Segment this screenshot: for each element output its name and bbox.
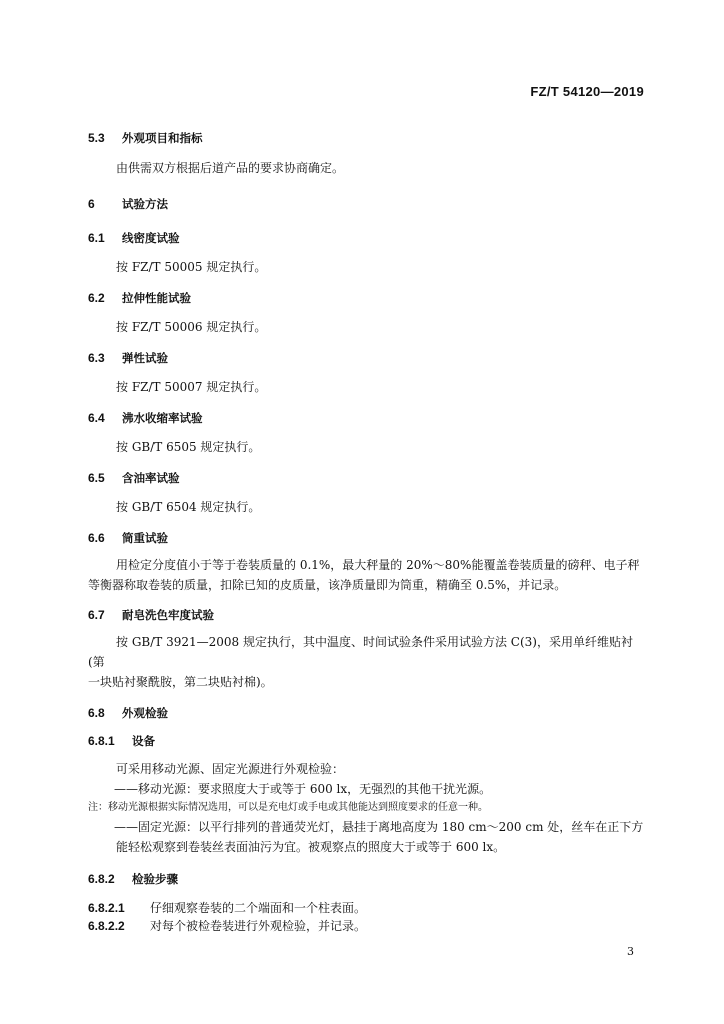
page-number: 3 (627, 945, 634, 958)
section-title: 耐皂洗色牢度试验 (122, 608, 215, 622)
section-title: 筒重试验 (122, 531, 169, 545)
section-6-8-heading (88, 705, 648, 721)
section-5-3-body: 由供需双方根据后道产品的要求协商确定。 (116, 161, 345, 175)
section-number: 6.5 (88, 471, 105, 485)
section-number: 6.8.2.2 (88, 919, 125, 933)
section-number: 6 (88, 197, 95, 211)
section-6-2-body: 按 FZ/T 50006 规定执行。 (116, 320, 267, 334)
section-6-4-body: 按 GB/T 6505 规定执行。 (116, 440, 261, 454)
section-6-8-1-heading (88, 733, 648, 749)
section-title: 设备 (132, 734, 156, 748)
section-6-8-1-note: 注：移动光源根据实际情况选用，可以是充电灯或手电或其他能达到照度要求的任意一种。 (88, 802, 488, 813)
section-number: 6.2 (88, 291, 105, 305)
section-6-6-body-line-1: 用检定分度值小于等于卷装质量的 0.1%，最大秤量的 20%～80%能覆盖卷装质量的磅秤、电子秤 (116, 558, 640, 572)
section-title: 外观检验 (122, 706, 169, 720)
section-6-8-1-item-2-line-1: ——固定光源：以平行排列的普通荧光灯，悬挂于离地高度为 180 cm～200 cm 处，丝车在正下方 (114, 820, 644, 834)
section-number: 6.8.2.1 (88, 901, 125, 915)
section-title: 检验步骤 (132, 872, 179, 886)
section-title: 试验方法 (122, 197, 169, 211)
section-6-3-body: 按 FZ/T 50007 规定执行。 (116, 380, 267, 394)
section-6-5-body: 按 GB/T 6504 规定执行。 (116, 500, 261, 514)
section-number: 6.1 (88, 231, 105, 245)
section-number: 6.6 (88, 531, 105, 545)
section-number: 6.7 (88, 608, 105, 622)
section-5-3-heading (88, 130, 648, 146)
section-number: 6.3 (88, 351, 105, 365)
section-6-8-2-2 (88, 917, 648, 935)
section-6-1-body: 按 FZ/T 50005 规定执行。 (116, 260, 267, 274)
section-title: 含油率试验 (122, 471, 180, 485)
section-6-7-body-line-1: 按 GB/T 3921—2008 规定执行，其中温度、时间试验条件采用试验方法 C(3)，采用单纤维贴衬(第 (88, 635, 633, 669)
document-body (88, 130, 648, 935)
section-6-8-2-heading (88, 871, 648, 887)
section-6-3-heading (88, 350, 648, 366)
standard-code: FZ/T 54120—2019 (530, 84, 644, 99)
section-6-6-body-line-2: 等衡器称取卷装的质量，扣除已知的皮质量，该净质量即为筒重，精确至 0.5%，并记录。 (88, 578, 567, 592)
section-text: 仔细观察卷装的二个端面和一个柱表面。 (150, 901, 367, 915)
section-title: 沸水收缩率试验 (122, 411, 203, 425)
section-title: 外观项目和指标 (122, 131, 203, 145)
section-title: 弹性试验 (122, 351, 169, 365)
section-number: 6.4 (88, 411, 105, 425)
section-6-2-heading (88, 290, 648, 306)
section-6-7-heading (88, 607, 648, 623)
section-title: 拉伸性能试验 (122, 291, 192, 305)
section-6-5-heading (88, 470, 648, 486)
section-6-6-heading (88, 530, 648, 546)
section-title: 线密度试验 (122, 231, 180, 245)
section-6-4-heading (88, 410, 648, 426)
section-6-8-1-intro: 可采用移动光源、固定光源进行外观检验： (116, 762, 345, 776)
section-6-8-1-item-1: ——移动光源：要求照度大于或等于 600 lx，无强烈的其他干扰光源。 (114, 782, 492, 796)
section-6-8-2-1 (88, 899, 648, 917)
section-number: 5.3 (88, 131, 105, 145)
section-6-heading (88, 196, 648, 212)
section-6-1-heading (88, 230, 648, 246)
section-6-8-1-item-2-line-2: 能轻松观察到卷装丝表面油污为宜。被观察点的照度大于或等于 600 lx。 (116, 840, 506, 854)
section-number: 6.8 (88, 706, 105, 720)
section-number: 6.8.2 (88, 872, 115, 886)
section-number: 6.8.1 (88, 734, 115, 748)
section-text: 对每个被检卷装进行外观检验，并记录。 (150, 919, 367, 933)
section-6-7-body-line-2: 一块贴衬聚酰胺，第二块贴衬棉)。 (88, 675, 273, 689)
